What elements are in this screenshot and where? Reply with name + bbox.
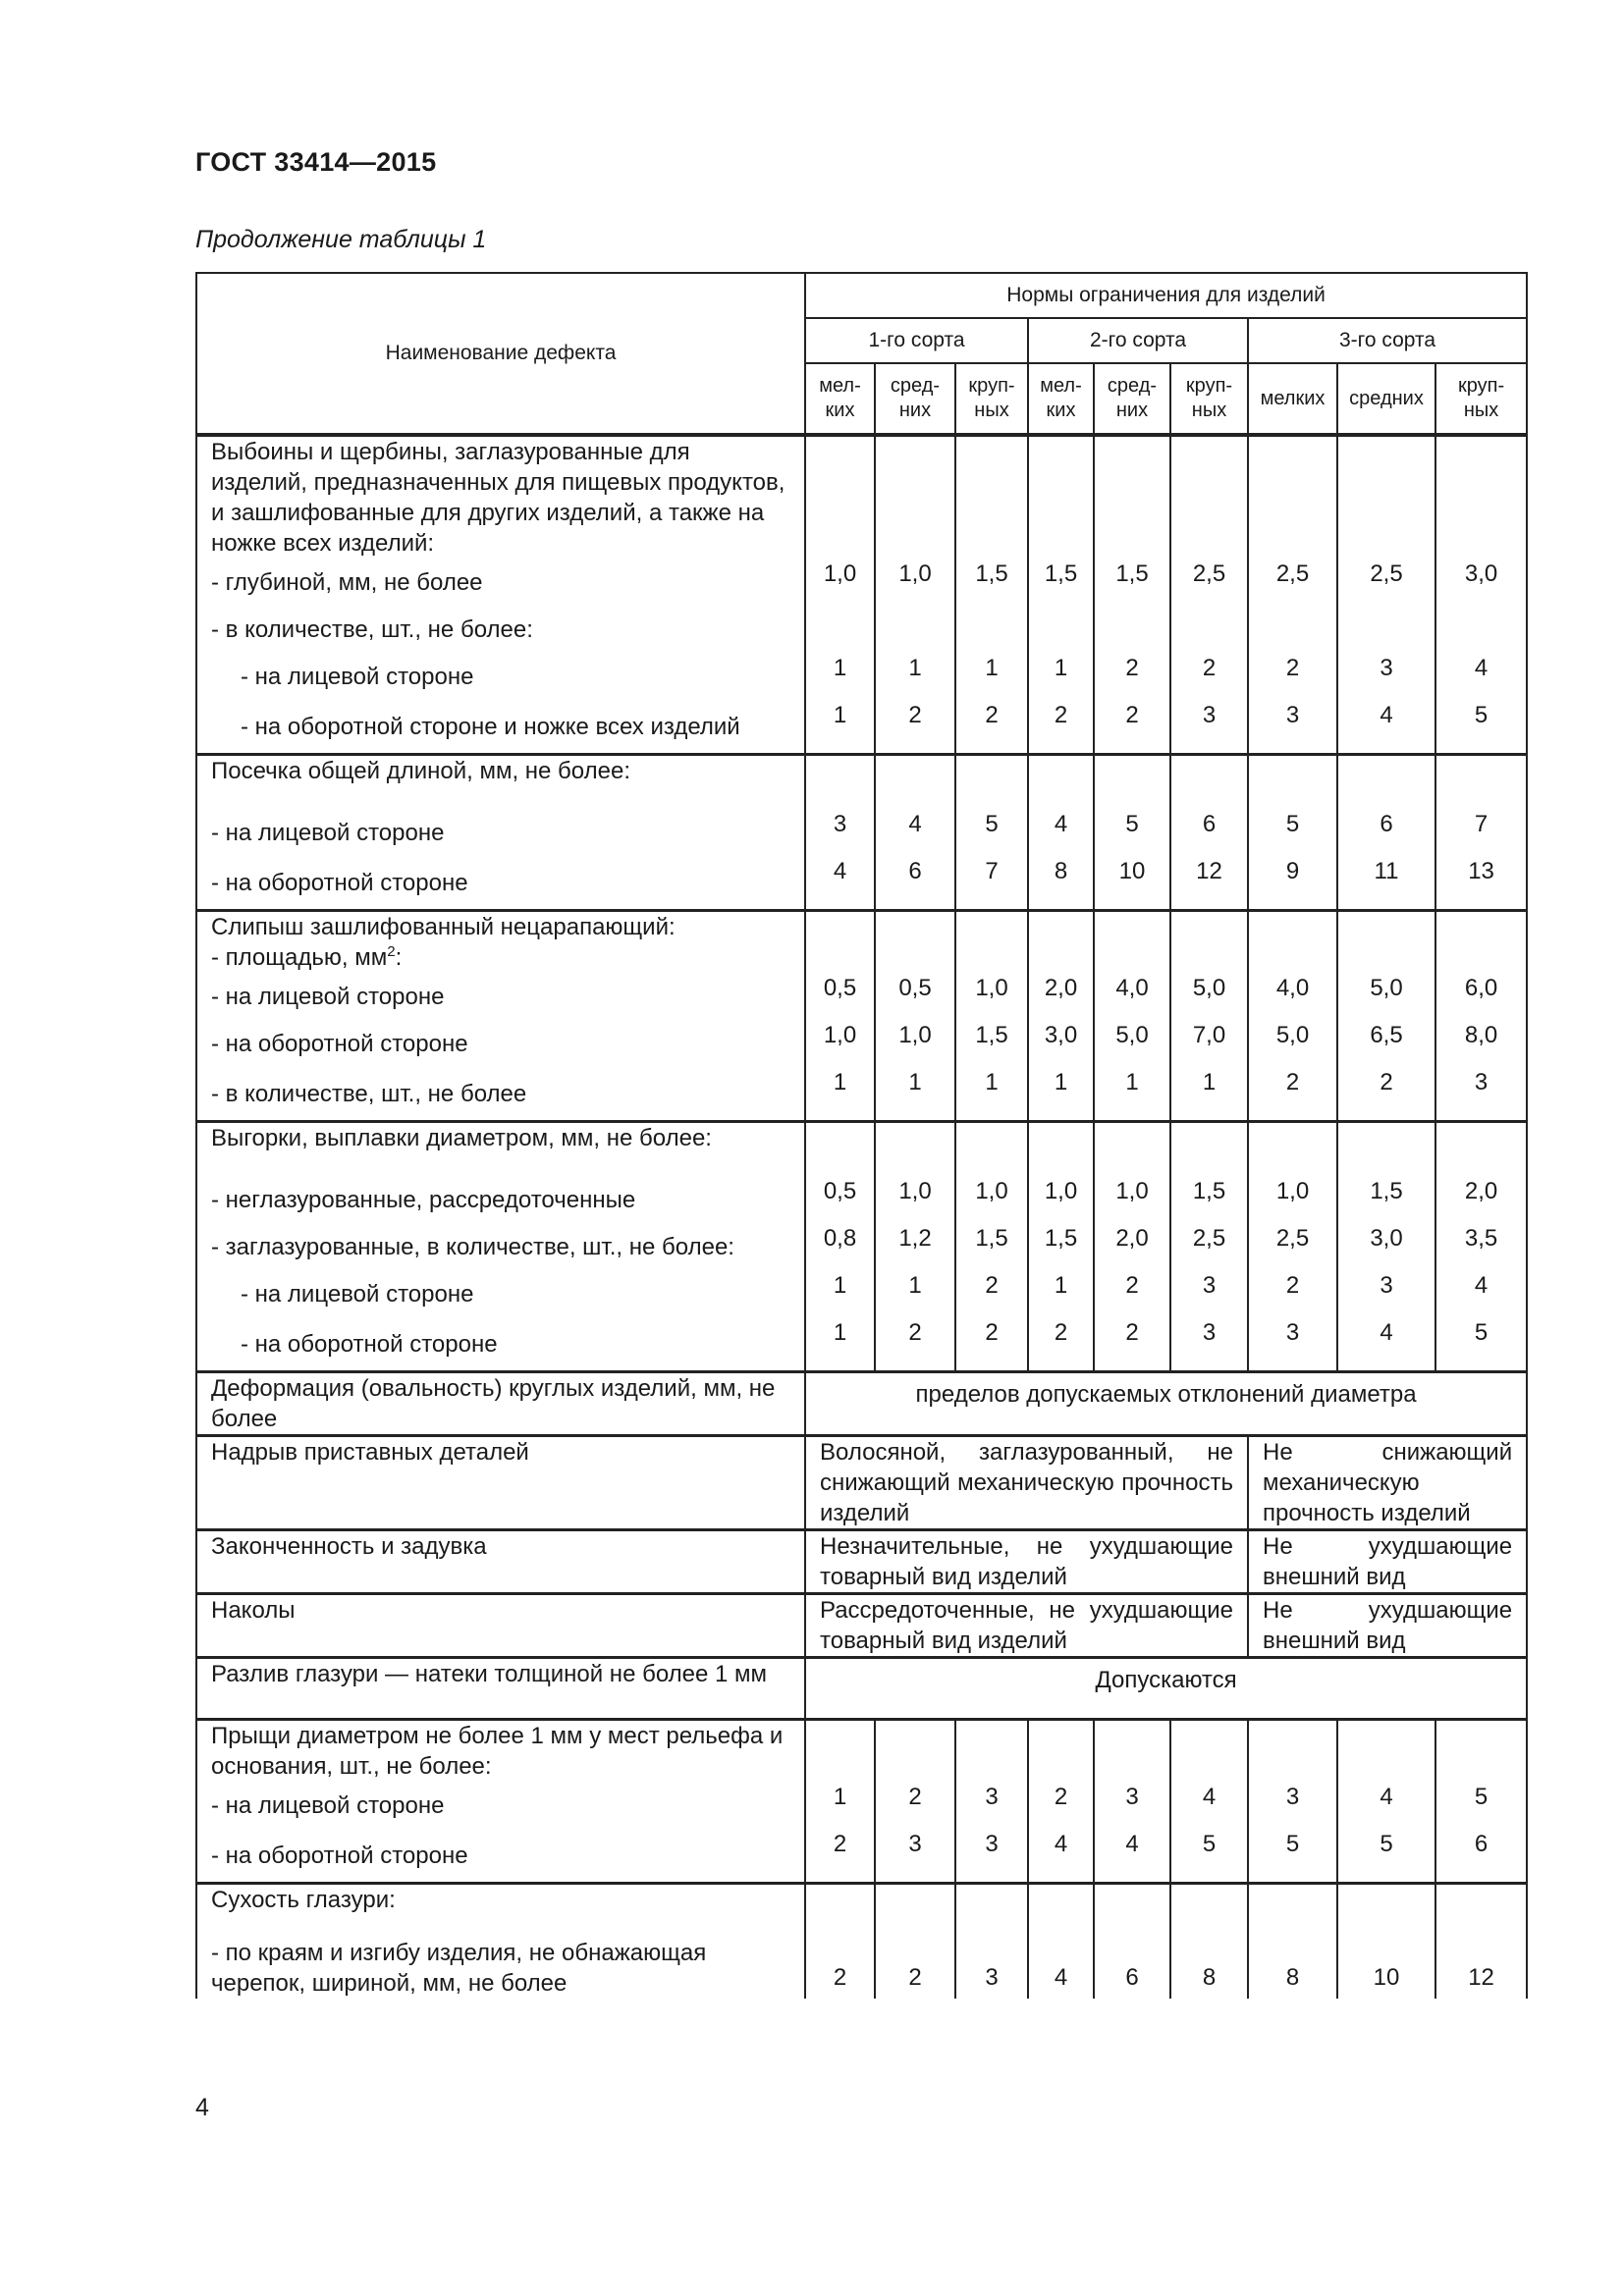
chips-value: 1,5 <box>1028 559 1094 606</box>
dry-value: 6 <box>1094 1938 1170 1999</box>
burns-value: 2,5 <box>1248 1223 1337 1270</box>
header-size-9: круп- ных <box>1435 363 1527 435</box>
header-size-1: мел- ких <box>805 363 875 435</box>
dry-value: 12 <box>1435 1938 1527 1999</box>
stick-subtitle-sup: 2 <box>387 943 396 960</box>
burns-value: 2 <box>1094 1317 1170 1372</box>
cuts-value: 5 <box>955 809 1028 856</box>
pimples-row-label: - на лицевой стороне <box>196 1782 805 1829</box>
chips-value: 1 <box>1028 653 1094 700</box>
pimples-title-empty <box>875 1720 955 1783</box>
header-size-8: средних <box>1337 363 1435 435</box>
stick-value: 1,0 <box>955 973 1028 1020</box>
cuts-title-empty <box>1435 755 1527 810</box>
chips-value <box>1170 606 1248 653</box>
burns-value: 1 <box>805 1317 875 1372</box>
tear-value-grades-1-2: Волосяной, заглазурованный, не снижающий механическую прочность изделий <box>805 1436 1248 1530</box>
cuts-value: 7 <box>1435 809 1527 856</box>
chips-row-label: - в количестве, шт., не более: <box>196 606 805 653</box>
dry-value: 3 <box>955 1938 1028 1999</box>
pimples-title-empty <box>805 1720 875 1783</box>
burns-value: 3 <box>1248 1317 1337 1372</box>
burns-row-label: - неглазурованные, рассредоточенные <box>196 1176 805 1223</box>
stick-value: 2 <box>1248 1067 1337 1122</box>
dry-title-empty <box>875 1884 955 1939</box>
chips-value: 2,5 <box>1170 559 1248 606</box>
chips-value: 1 <box>805 653 875 700</box>
cuts-value: 3 <box>805 809 875 856</box>
pimples-title-empty <box>1337 1720 1435 1783</box>
stick-title-empty <box>1248 911 1337 974</box>
pimples-title-empty <box>1248 1720 1337 1783</box>
burns-value: 1,0 <box>1028 1176 1094 1223</box>
stick-value: 1,0 <box>805 1020 875 1067</box>
burns-value: 3 <box>1337 1270 1435 1317</box>
cuts-row-label: - на оборотной стороне <box>196 856 805 911</box>
header-norms: Нормы ограничения для изделий <box>805 273 1527 318</box>
pimples-value: 2 <box>875 1782 955 1829</box>
dry-title-empty <box>805 1884 875 1939</box>
spill-value: Допускаются <box>805 1658 1527 1720</box>
pimples-value: 4 <box>1170 1782 1248 1829</box>
pimples-value: 5 <box>1170 1829 1248 1884</box>
chips-title-empty <box>1094 435 1170 559</box>
stick-value: 1 <box>1094 1067 1170 1122</box>
stick-value: 4,0 <box>1094 973 1170 1020</box>
cuts-value: 7 <box>955 856 1028 911</box>
burns-title-empty <box>1170 1122 1248 1177</box>
cuts-value: 6 <box>875 856 955 911</box>
chips-value: 4 <box>1435 653 1527 700</box>
finish-value-grade-3: Не ухудшающие внешний вид <box>1248 1530 1527 1594</box>
stick-row-label: - на оборотной стороне <box>196 1020 805 1067</box>
stick-title-empty <box>1435 911 1527 974</box>
chips-value: 2 <box>955 700 1028 755</box>
stick-value: 2,0 <box>1028 973 1094 1020</box>
burns-title-empty <box>1028 1122 1094 1177</box>
chips-value <box>1435 606 1527 653</box>
pimples-value: 2 <box>805 1829 875 1884</box>
burns-value: 5 <box>1435 1317 1527 1372</box>
cuts-title-empty <box>1170 755 1248 810</box>
deform-title: Деформация (овальность) круглых изделий, мм, не более <box>196 1372 805 1436</box>
finish-title: Законченность и задувка <box>196 1530 805 1594</box>
chips-title-empty <box>875 435 955 559</box>
header-defect-name: Наименование дефекта <box>196 273 805 435</box>
chips-value <box>1094 606 1170 653</box>
header-size-5: сред- них <box>1094 363 1170 435</box>
dry-title-empty <box>1170 1884 1248 1939</box>
chips-value: 1,5 <box>1094 559 1170 606</box>
stick-title-empty <box>875 911 955 974</box>
burns-value: 2 <box>955 1317 1028 1372</box>
pimples-value: 3 <box>955 1782 1028 1829</box>
burns-value: 3 <box>1170 1317 1248 1372</box>
cuts-row-label: - на лицевой стороне <box>196 809 805 856</box>
header-grade-2: 2-го сорта <box>1028 318 1248 363</box>
pimples-title: Прыщи диаметром не более 1 мм у мест рельефа и основания, шт., не более: <box>196 1720 805 1783</box>
pimples-value: 3 <box>1094 1782 1170 1829</box>
burns-value: 0,8 <box>805 1223 875 1270</box>
stick-value: 1,0 <box>875 1020 955 1067</box>
header-size-7: мелких <box>1248 363 1337 435</box>
cuts-title-empty <box>875 755 955 810</box>
burns-value: 1,5 <box>1337 1176 1435 1223</box>
dry-title-empty <box>1028 1884 1094 1939</box>
burns-value: 3,5 <box>1435 1223 1527 1270</box>
burns-title: Выгорки, выплавки диаметром, мм, не более: <box>196 1122 805 1177</box>
cuts-title-empty <box>1337 755 1435 810</box>
dry-row-label: - по краям и изгибу изделия, не обнажающая черепок, шириной, мм, не более <box>196 1938 805 1999</box>
stick-value: 1,5 <box>955 1020 1028 1067</box>
burns-value: 2 <box>1248 1270 1337 1317</box>
tear-title: Надрыв приставных деталей <box>196 1436 805 1530</box>
chips-value <box>1248 606 1337 653</box>
pimples-title-empty <box>1028 1720 1094 1783</box>
stick-title <box>196 911 805 974</box>
burns-row-label: - на оборотной стороне <box>196 1317 805 1372</box>
chips-value: 1 <box>955 653 1028 700</box>
stick-value: 1 <box>805 1067 875 1122</box>
pimples-title-empty <box>1435 1720 1527 1783</box>
table-caption: Продолжение таблицы 1 <box>195 226 487 253</box>
stick-value: 1 <box>1028 1067 1094 1122</box>
cuts-value: 4 <box>1028 809 1094 856</box>
stick-title-empty <box>1337 911 1435 974</box>
chips-title-empty <box>1248 435 1337 559</box>
dry-value: 2 <box>875 1938 955 1999</box>
pimples-value: 6 <box>1435 1829 1527 1884</box>
chips-row-label: - глубиной, мм, не более <box>196 559 805 606</box>
pimples-title-empty <box>1170 1720 1248 1783</box>
chips-value: 2,5 <box>1337 559 1435 606</box>
stick-subtitle <box>211 942 790 973</box>
chips-value: 2 <box>1094 653 1170 700</box>
burns-value: 1,0 <box>875 1176 955 1223</box>
stick-title-empty <box>955 911 1028 974</box>
tear-value-grade-3: Не снижающий механическую прочность изделий <box>1248 1436 1527 1530</box>
stick-value: 6,0 <box>1435 973 1527 1020</box>
page-number: 4 <box>195 2094 209 2121</box>
dry-value: 2 <box>805 1938 875 1999</box>
pimples-value: 4 <box>1028 1829 1094 1884</box>
dry-title-empty <box>1435 1884 1527 1939</box>
pimples-value: 1 <box>805 1782 875 1829</box>
chips-value: 2 <box>1028 700 1094 755</box>
header-grade-3: 3-го сорта <box>1248 318 1527 363</box>
stick-subtitle-end: : <box>395 944 403 971</box>
chips-value: 1,5 <box>955 559 1028 606</box>
burns-value: 2 <box>1028 1317 1094 1372</box>
header-size-3: круп- ных <box>955 363 1028 435</box>
dry-title: Сухость глазури: <box>196 1884 805 1939</box>
finish-value-grades-1-2: Незначительные, не ухудшающие товарный вид изделий <box>805 1530 1248 1594</box>
pimples-row-label: - на оборотной стороне <box>196 1829 805 1884</box>
stick-value: 1 <box>1170 1067 1248 1122</box>
cuts-value: 4 <box>805 856 875 911</box>
stick-value: 5,0 <box>1248 1020 1337 1067</box>
stick-row-label: - на лицевой стороне <box>196 973 805 1020</box>
burns-row-label: - на лицевой стороне <box>196 1270 805 1317</box>
chips-title-empty <box>1435 435 1527 559</box>
burns-value: 1 <box>805 1270 875 1317</box>
burns-value: 2 <box>955 1270 1028 1317</box>
burns-title-empty <box>1094 1122 1170 1177</box>
chips-value: 1,0 <box>875 559 955 606</box>
stick-value: 5,0 <box>1170 973 1248 1020</box>
stick-value: 0,5 <box>875 973 955 1020</box>
chips-title-empty <box>1337 435 1435 559</box>
stick-value: 1 <box>955 1067 1028 1122</box>
pimples-value: 3 <box>955 1829 1028 1884</box>
header-grade-1: 1-го сорта <box>805 318 1028 363</box>
chips-title-empty <box>955 435 1028 559</box>
stick-title-text: Слипыш зашлифованный нецарапающий: <box>211 914 676 940</box>
stick-value: 5,0 <box>1094 1020 1170 1067</box>
stick-title-empty <box>805 911 875 974</box>
pimples-value: 3 <box>1248 1782 1337 1829</box>
stick-value: 1 <box>875 1067 955 1122</box>
stick-value: 0,5 <box>805 973 875 1020</box>
chips-value <box>955 606 1028 653</box>
chips-value: 3,0 <box>1435 559 1527 606</box>
chips-value: 2,5 <box>1248 559 1337 606</box>
cuts-title-empty <box>1094 755 1170 810</box>
burns-value: 1,5 <box>1170 1176 1248 1223</box>
pimples-title-empty <box>1094 1720 1170 1783</box>
cuts-value: 6 <box>1170 809 1248 856</box>
chips-title: Выбоины и щербины, заглазурованные для изделий, предназначенных для пищевых продуктов, и зашлифованные для других изделий, а также на ножке всех изделий: <box>196 435 805 559</box>
cuts-title: Посечка общей длиной, мм, не более: <box>196 755 805 810</box>
burns-value: 4 <box>1435 1270 1527 1317</box>
burns-title-empty <box>1337 1122 1435 1177</box>
stick-value: 8,0 <box>1435 1020 1527 1067</box>
chips-value: 4 <box>1337 700 1435 755</box>
document-id: ГОСТ 33414—2015 <box>195 147 437 177</box>
pricks-title: Наколы <box>196 1594 805 1658</box>
burns-value: 3,0 <box>1337 1223 1435 1270</box>
chips-value: 3 <box>1248 700 1337 755</box>
burns-value: 1,5 <box>1028 1223 1094 1270</box>
pimples-title-empty <box>955 1720 1028 1783</box>
chips-value: 5 <box>1435 700 1527 755</box>
cuts-value: 10 <box>1094 856 1170 911</box>
dry-value: 4 <box>1028 1938 1094 1999</box>
burns-value: 2,0 <box>1094 1223 1170 1270</box>
burns-value: 2,0 <box>1435 1176 1527 1223</box>
pimples-value: 3 <box>875 1829 955 1884</box>
stick-title-empty <box>1028 911 1094 974</box>
pimples-value: 2 <box>1028 1782 1094 1829</box>
chips-value: 1 <box>875 653 955 700</box>
chips-row-label: - на лицевой стороне <box>196 653 805 700</box>
cuts-value: 13 <box>1435 856 1527 911</box>
cuts-value: 11 <box>1337 856 1435 911</box>
burns-value: 1,5 <box>955 1223 1028 1270</box>
chips-value <box>1337 606 1435 653</box>
cuts-title-empty <box>1028 755 1094 810</box>
dry-value: 8 <box>1170 1938 1248 1999</box>
pricks-value-grades-1-2: Рассредоточенные, не ухудшающие товарный вид изделий <box>805 1594 1248 1658</box>
chips-value: 2 <box>875 700 955 755</box>
burns-value: 2,5 <box>1170 1223 1248 1270</box>
dry-value: 8 <box>1248 1938 1337 1999</box>
burns-title-empty <box>805 1122 875 1177</box>
pimples-value: 5 <box>1248 1829 1337 1884</box>
burns-value: 0,5 <box>805 1176 875 1223</box>
pimples-value: 4 <box>1094 1829 1170 1884</box>
burns-value: 2 <box>875 1317 955 1372</box>
chips-value <box>875 606 955 653</box>
chips-value: 3 <box>1170 700 1248 755</box>
cuts-title-empty <box>1248 755 1337 810</box>
cuts-value: 4 <box>875 809 955 856</box>
stick-value: 6,5 <box>1337 1020 1435 1067</box>
stick-value: 7,0 <box>1170 1020 1248 1067</box>
burns-row-label: - заглазурованные, в количестве, шт., не более: <box>196 1223 805 1270</box>
burns-title-empty <box>1248 1122 1337 1177</box>
chips-title-empty <box>1170 435 1248 559</box>
cuts-value: 12 <box>1170 856 1248 911</box>
stick-value: 3,0 <box>1028 1020 1094 1067</box>
burns-value: 3 <box>1170 1270 1248 1317</box>
burns-value: 1,2 <box>875 1223 955 1270</box>
stick-value: 5,0 <box>1337 973 1435 1020</box>
burns-value: 1 <box>875 1270 955 1317</box>
stick-title-empty <box>1170 911 1248 974</box>
burns-value: 1,0 <box>955 1176 1028 1223</box>
stick-value: 2 <box>1337 1067 1435 1122</box>
burns-title-empty <box>1435 1122 1527 1177</box>
cuts-value: 6 <box>1337 809 1435 856</box>
burns-value: 1,0 <box>1248 1176 1337 1223</box>
pimples-value: 5 <box>1337 1829 1435 1884</box>
chips-value: 2 <box>1248 653 1337 700</box>
burns-value: 2 <box>1094 1270 1170 1317</box>
deform-value: пределов допускаемых отклонений диаметра <box>805 1372 1527 1436</box>
pimples-value: 4 <box>1337 1782 1435 1829</box>
chips-value <box>805 606 875 653</box>
chips-value: 1 <box>805 700 875 755</box>
header-size-2: сред- них <box>875 363 955 435</box>
spill-title: Разлив глазури — натеки толщиной не более 1 мм <box>196 1658 805 1720</box>
chips-value <box>1028 606 1094 653</box>
stick-title-empty <box>1094 911 1170 974</box>
chips-title-empty <box>1028 435 1094 559</box>
dry-title-empty <box>1094 1884 1170 1939</box>
chips-value: 2 <box>1170 653 1248 700</box>
cuts-value: 5 <box>1094 809 1170 856</box>
stick-value: 3 <box>1435 1067 1527 1122</box>
stick-subtitle-text: - площадью, мм <box>211 944 388 971</box>
burns-title-empty <box>955 1122 1028 1177</box>
pimples-value: 5 <box>1435 1782 1527 1829</box>
burns-value: 1 <box>1028 1270 1094 1317</box>
dry-title-empty <box>955 1884 1028 1939</box>
chips-value: 3 <box>1337 653 1435 700</box>
burns-title-empty <box>875 1122 955 1177</box>
defects-table <box>195 272 1528 1999</box>
stick-row-label: - в количестве, шт., не более <box>196 1067 805 1122</box>
stick-value: 4,0 <box>1248 973 1337 1020</box>
dry-value: 10 <box>1337 1938 1435 1999</box>
chips-value: 2 <box>1094 700 1170 755</box>
cuts-title-empty <box>805 755 875 810</box>
chips-value: 1,0 <box>805 559 875 606</box>
cuts-value: 9 <box>1248 856 1337 911</box>
cuts-value: 8 <box>1028 856 1094 911</box>
pricks-value-grade-3: Не ухудшающие внешний вид <box>1248 1594 1527 1658</box>
burns-value: 4 <box>1337 1317 1435 1372</box>
cuts-value: 5 <box>1248 809 1337 856</box>
dry-title-empty <box>1337 1884 1435 1939</box>
cuts-title-empty <box>955 755 1028 810</box>
chips-row-label: - на оборотной стороне и ножке всех изделий <box>196 700 805 755</box>
header-size-4: мел- ких <box>1028 363 1094 435</box>
burns-value: 1,0 <box>1094 1176 1170 1223</box>
dry-title-empty <box>1248 1884 1337 1939</box>
chips-title-empty <box>805 435 875 559</box>
header-size-6: круп- ных <box>1170 363 1248 435</box>
